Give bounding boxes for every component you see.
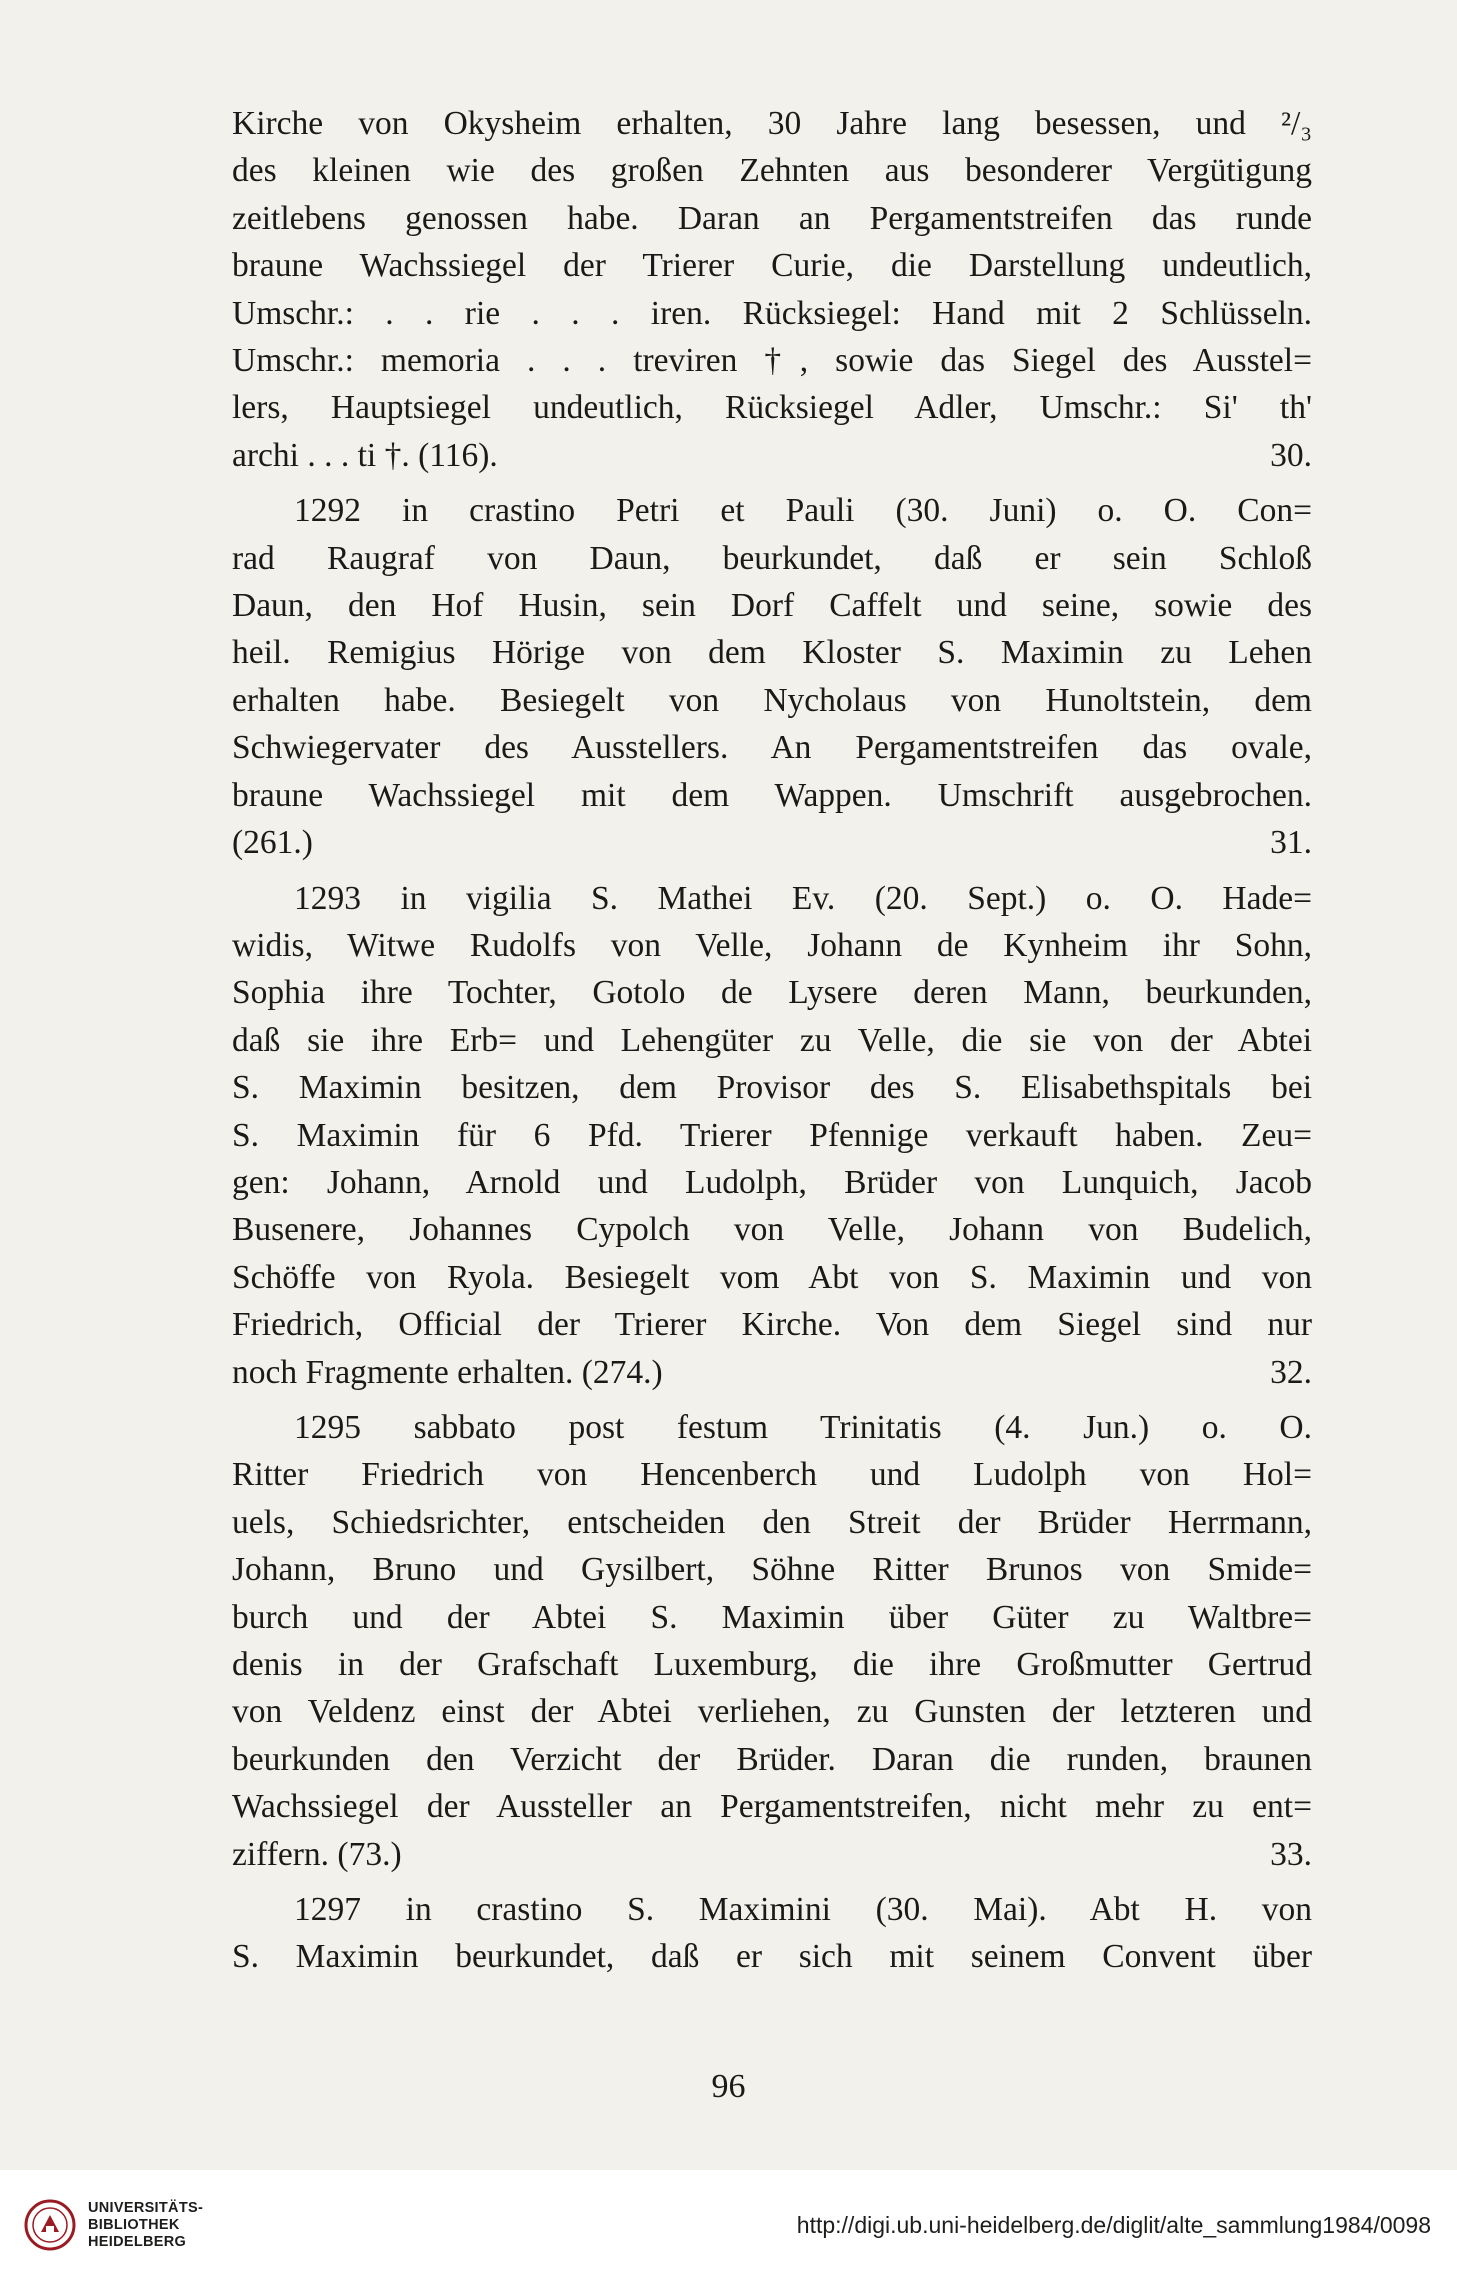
text-line: Daun, den Hof Husin, sein Dorf Caffelt und seine, sowie des [232, 587, 1312, 625]
text-line: widis, Witwe Rudolfs von Velle, Johann de Kynheim ihr Sohn, [232, 926, 1312, 964]
text-line: denis in der Grafschaft Luxemburg, die ihre Großmutter Gertrud [232, 1646, 1312, 1683]
entry-1293 [232, 875, 1312, 1396]
text-line: beurkunden den Verzicht der Brüder. Daran die runden, braunen [232, 1740, 1312, 1778]
text-line-last [232, 432, 1312, 479]
entry-continuation [232, 100, 1312, 479]
text-line: Busenere, Johannes Cypolch von Velle, Johann von Budelich, [232, 1211, 1312, 1249]
entry-number: 33. [1270, 1835, 1312, 1873]
library-name-line: UNIVERSITÄTS- [88, 2199, 204, 2216]
text-line: Sophia ihre Tochter, Gotolo de Lysere deren Mann, beurkunden, [232, 974, 1312, 1012]
text-line: 1297 in crastino S. Maximini (30. Mai). Abt H. von [294, 1891, 1312, 1929]
entry-number: 32. [1270, 1353, 1312, 1391]
text-line: lers, Hauptsiegel undeutlich, Rücksiegel Adler, Umschr.: Si' th' [232, 389, 1312, 427]
text-line: Wachssiegel der Aussteller an Pergamentstreifen, nicht mehr zu ent= [232, 1788, 1312, 1826]
library-name-line: HEIDELBERG [88, 2233, 187, 2250]
library-name [88, 2200, 203, 2251]
text-line-last [232, 1349, 1312, 1396]
entry-1295 [232, 1404, 1312, 1878]
text-line: 1293 in vigilia S. Mathei Ev. (20. Sept.) o. O. Hade= [294, 879, 1312, 917]
document-text [232, 100, 1312, 1989]
text-line: von Veldenz einst der Abtei verliehen, zu Gunsten der letzteren und [232, 1693, 1312, 1731]
library-name-line: BIBLIOTHEK [88, 2216, 180, 2233]
text-line: Friedrich, Official der Trierer Kirche. Von dem Siegel sind nur [232, 1306, 1312, 1344]
text-line: Johann, Bruno und Gysilbert, Söhne Ritter Brunos von Smide= [232, 1551, 1312, 1589]
text-line-last-content: archi . . . ti †. (116). [232, 436, 498, 474]
text-line: uels, Schiedsrichter, entscheiden den Streit der Brüder Herrmann, [232, 1503, 1312, 1541]
entry-number: 31. [1270, 824, 1312, 862]
text-line: braune Wachssiegel der Trierer Curie, die Darstellung undeutlich, [232, 247, 1312, 285]
text-line: Umschr.: . . rie . . . iren. Rücksiegel: Hand mit 2 Schlüsseln. [232, 294, 1312, 332]
text-line: Umschr.: memoria . . . treviren †, sowie das Siegel des Ausstel= [232, 342, 1312, 380]
text-line-last [232, 819, 1312, 866]
library-seal-icon [24, 2199, 76, 2251]
text-line: Schwiegervater des Ausstellers. An Pergamentstreifen das ovale, [232, 729, 1312, 767]
text-line: des kleinen wie des großen Zehnten aus besonderer Vergütigung [232, 152, 1312, 190]
source-url-link[interactable]: http://digi.ub.uni-heidelberg.de/diglit/alte_sammlung1984/0098 [796, 2212, 1431, 2238]
text-line: braune Wachssiegel mit dem Wappen. Umschrift ausgebrochen. [232, 776, 1312, 814]
text-line: S. Maximin für 6 Pfd. Trierer Pfennige verkauft haben. Zeu= [232, 1116, 1312, 1154]
text-line-last-content: noch Fragmente erhalten. (274.) [232, 1353, 663, 1391]
entry-number: 30. [1270, 436, 1312, 474]
text-line-last [232, 1831, 1312, 1878]
text-line: rad Raugraf von Daun, beurkundet, daß er sein Schloß [232, 539, 1312, 577]
entry-1297 [232, 1886, 1312, 1981]
text-line: burch und der Abtei S. Maximin über Güter zu Waltbre= [232, 1598, 1312, 1636]
text-line-last-content: (261.) [232, 824, 313, 862]
text-line: 1295 sabbato post festum Trinitatis (4. Jun.) o. O. [294, 1408, 1312, 1446]
text-line: Ritter Friedrich von Hencenberch und Ludolph von Hol= [232, 1456, 1312, 1494]
text-line: heil. Remigius Hörige von dem Kloster S. Maximin zu Lehen [232, 634, 1312, 672]
text-line: 1292 in crastino Petri et Pauli (30. Juni) o. O. Con= [294, 492, 1312, 530]
library-logo[interactable] [24, 2190, 254, 2260]
page-number: 96 [711, 2068, 746, 2105]
text-line: S. Maximin beurkundet, daß er sich mit seinem Convent über [232, 1938, 1312, 1976]
text-line: gen: Johann, Arnold und Ludolph, Brüder von Lunquich, Jacob [232, 1163, 1312, 1201]
text-line: zeitlebens genossen habe. Daran an Pergamentstreifen das runde [232, 199, 1312, 237]
text-line: Schöffe von Ryola. Besiegelt vom Abt von S. Maximin und von [232, 1258, 1312, 1296]
text-line: Kirche von Okysheim erhalten, 30 Jahre lang besessen, und ²/₃ [232, 105, 1312, 142]
text-line: daß sie ihre Erb= und Lehengüter zu Velle, die sie von der Abtei [232, 1021, 1312, 1059]
entry-1292 [232, 487, 1312, 866]
text-line-last-content: ziffern. (73.) [232, 1835, 402, 1873]
text-line: S. Maximin besitzen, dem Provisor des S. Elisabethspitals bei [232, 1069, 1312, 1107]
text-line: erhalten habe. Besiegelt von Nycholaus von Hunoltstein, dem [232, 681, 1312, 719]
